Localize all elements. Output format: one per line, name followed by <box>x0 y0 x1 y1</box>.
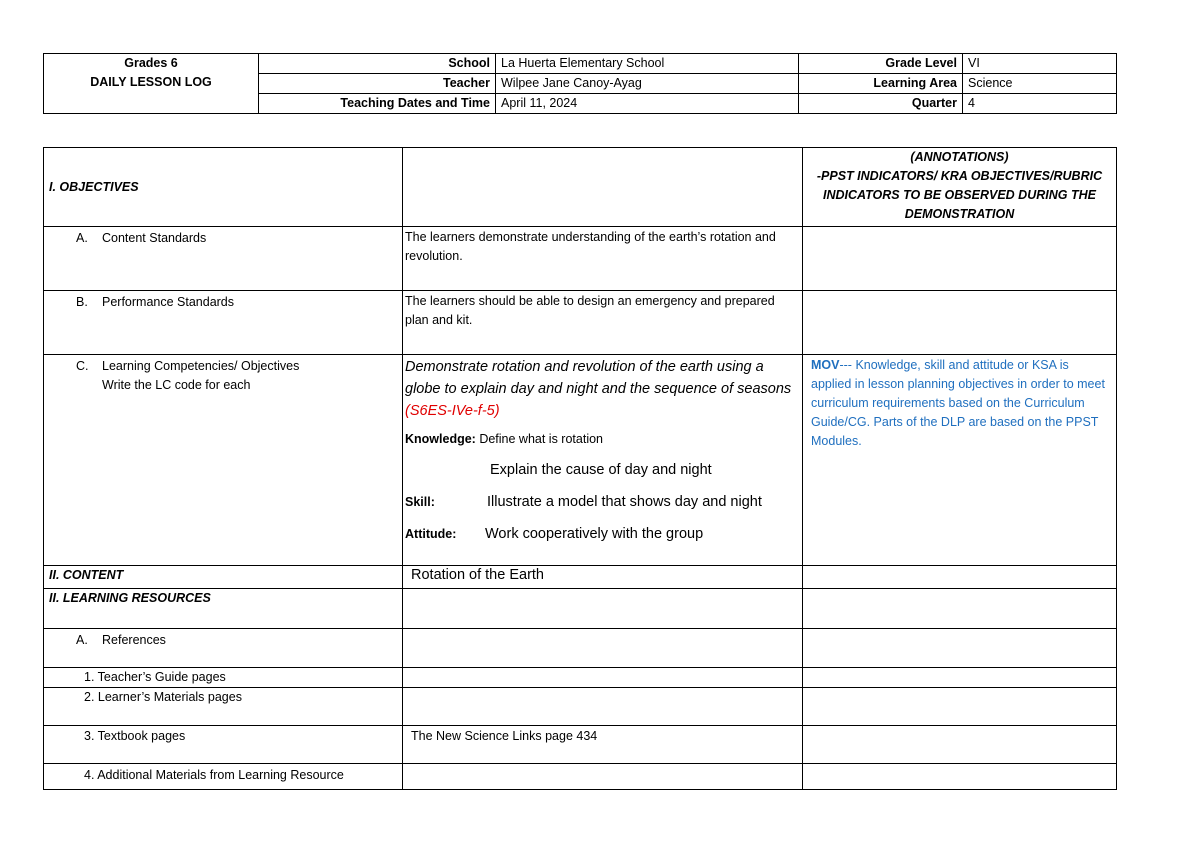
quarter-label: Quarter <box>799 94 963 114</box>
content-standards-value: The learners demonstrate understanding of the earth’s rotation and revolution. <box>403 227 803 291</box>
content-label: II. CONTENT <box>44 566 403 589</box>
table-row <box>44 589 1117 629</box>
references-annotation <box>803 629 1117 668</box>
annotations-title: (ANNOTATIONS) <box>910 150 1009 164</box>
teaching-dates-label: Teaching Dates and Time <box>259 94 496 114</box>
knowledge-value-1: Define what is rotation <box>479 432 604 446</box>
mov-annotation <box>803 355 1117 566</box>
grade-level-label: Grade Level <box>799 54 963 74</box>
table-row <box>44 355 1117 566</box>
competencies-value <box>403 355 803 566</box>
teacher-label: Teacher <box>259 74 496 94</box>
title-grades: Grades 6 <box>124 56 178 70</box>
knowledge-value-2: Explain the cause of day and night <box>490 462 712 478</box>
lesson-table <box>43 147 1117 790</box>
teachers-guide-label: 1. Teacher’s Guide pages <box>44 668 403 688</box>
lc-code: (S6ES-IVe-f-5) <box>405 403 500 419</box>
knowledge-row <box>405 430 797 449</box>
learning-area-label: Learning Area <box>799 74 963 94</box>
quarter-value: 4 <box>963 94 1117 114</box>
performance-standards-letter: B. <box>76 295 88 309</box>
learners-materials-label: 2. Learner’s Materials pages <box>44 688 403 726</box>
table-row <box>44 227 1117 291</box>
competencies-letter: C. <box>76 359 89 373</box>
table-row <box>44 148 1117 227</box>
skill-row <box>405 491 797 513</box>
content-annotation <box>803 566 1117 589</box>
learning-resources-empty <box>403 589 803 629</box>
mov-text: --- Knowledge, skill and attitude or KSA is applied in lesson planning objectives in order to meet curriculum requirements based on the Curriculum Guide/CG. Parts of the DLP are based on the PPST Modules. <box>811 358 1105 448</box>
table-row <box>44 291 1117 355</box>
learning-resources-label: II. LEARNING RESOURCES <box>44 589 403 629</box>
references-text: References <box>102 633 166 647</box>
title-daily-lesson-log: DAILY LESSON LOG <box>90 75 212 89</box>
content-standards-label <box>44 227 403 291</box>
attitude-row <box>405 523 797 545</box>
learners-materials-value <box>403 688 803 726</box>
objectives-label: I. OBJECTIVES <box>44 148 403 227</box>
table-row <box>44 764 1117 790</box>
teachers-guide-value <box>403 668 803 688</box>
teachers-guide-annotation <box>803 668 1117 688</box>
textbook-value: The New Science Links page 434 <box>403 726 803 764</box>
school-label: School <box>259 54 496 74</box>
additional-materials-value <box>403 764 803 790</box>
knowledge-label: Knowledge: <box>405 432 476 446</box>
annotations-header <box>803 148 1117 227</box>
attitude-label: Attitude: <box>405 527 457 541</box>
learning-area-value: Science <box>963 74 1117 94</box>
table-row <box>44 668 1117 688</box>
references-letter: A. <box>76 633 88 647</box>
performance-standards-label <box>44 291 403 355</box>
skill-label: Skill: <box>405 495 435 509</box>
table-row <box>44 726 1117 764</box>
competencies-label <box>44 355 403 566</box>
attitude-value: Work cooperatively with the group <box>485 526 704 542</box>
additional-materials-label: 4. Additional Materials from Learning Resource <box>44 764 403 790</box>
mov-label: MOV <box>811 358 840 372</box>
skill-value: Illustrate a model that shows day and night <box>487 494 762 510</box>
competency-statement <box>405 356 797 422</box>
content-standards-text: Content Standards <box>102 231 207 245</box>
learners-materials-annotation <box>803 688 1117 726</box>
header-table <box>43 53 1117 114</box>
table-row <box>44 629 1117 668</box>
teacher-value: Wilpee Jane Canoy-Ayag <box>496 74 799 94</box>
school-value: La Huerta Elementary School <box>496 54 799 74</box>
competency-text: Demonstrate rotation and revolution of the earth using a globe to explain day and night and the sequence of seasons <box>405 359 792 397</box>
content-standards-letter: A. <box>76 231 88 245</box>
performance-standards-value: The learners should be able to design an emergency and prepared plan and kit. <box>403 291 803 355</box>
textbook-annotation <box>803 726 1117 764</box>
content-value: Rotation of the Earth <box>403 566 803 589</box>
additional-materials-annotation <box>803 764 1117 790</box>
references-empty <box>403 629 803 668</box>
teaching-dates-value: April 11, 2024 <box>496 94 799 114</box>
performance-standards-annotation <box>803 291 1117 355</box>
learning-resources-annotation <box>803 589 1117 629</box>
objectives-empty <box>403 148 803 227</box>
annotations-subtitle: -PPST INDICATORS/ KRA OBJECTIVES/RUBRIC INDICATORS TO BE OBSERVED DURING THE DEMONSTRATION <box>816 169 1103 221</box>
grade-level-value: VI <box>963 54 1117 74</box>
textbook-label: 3. Textbook pages <box>44 726 403 764</box>
competencies-text: Learning Competencies/ Objectives <box>102 359 300 373</box>
content-standards-annotation <box>803 227 1117 291</box>
performance-standards-text: Performance Standards <box>102 295 235 309</box>
table-row <box>44 688 1117 726</box>
log-title <box>44 54 259 114</box>
references-label <box>44 629 403 668</box>
competencies-sublabel: Write the LC code for each <box>102 378 251 392</box>
table-row <box>44 566 1117 589</box>
